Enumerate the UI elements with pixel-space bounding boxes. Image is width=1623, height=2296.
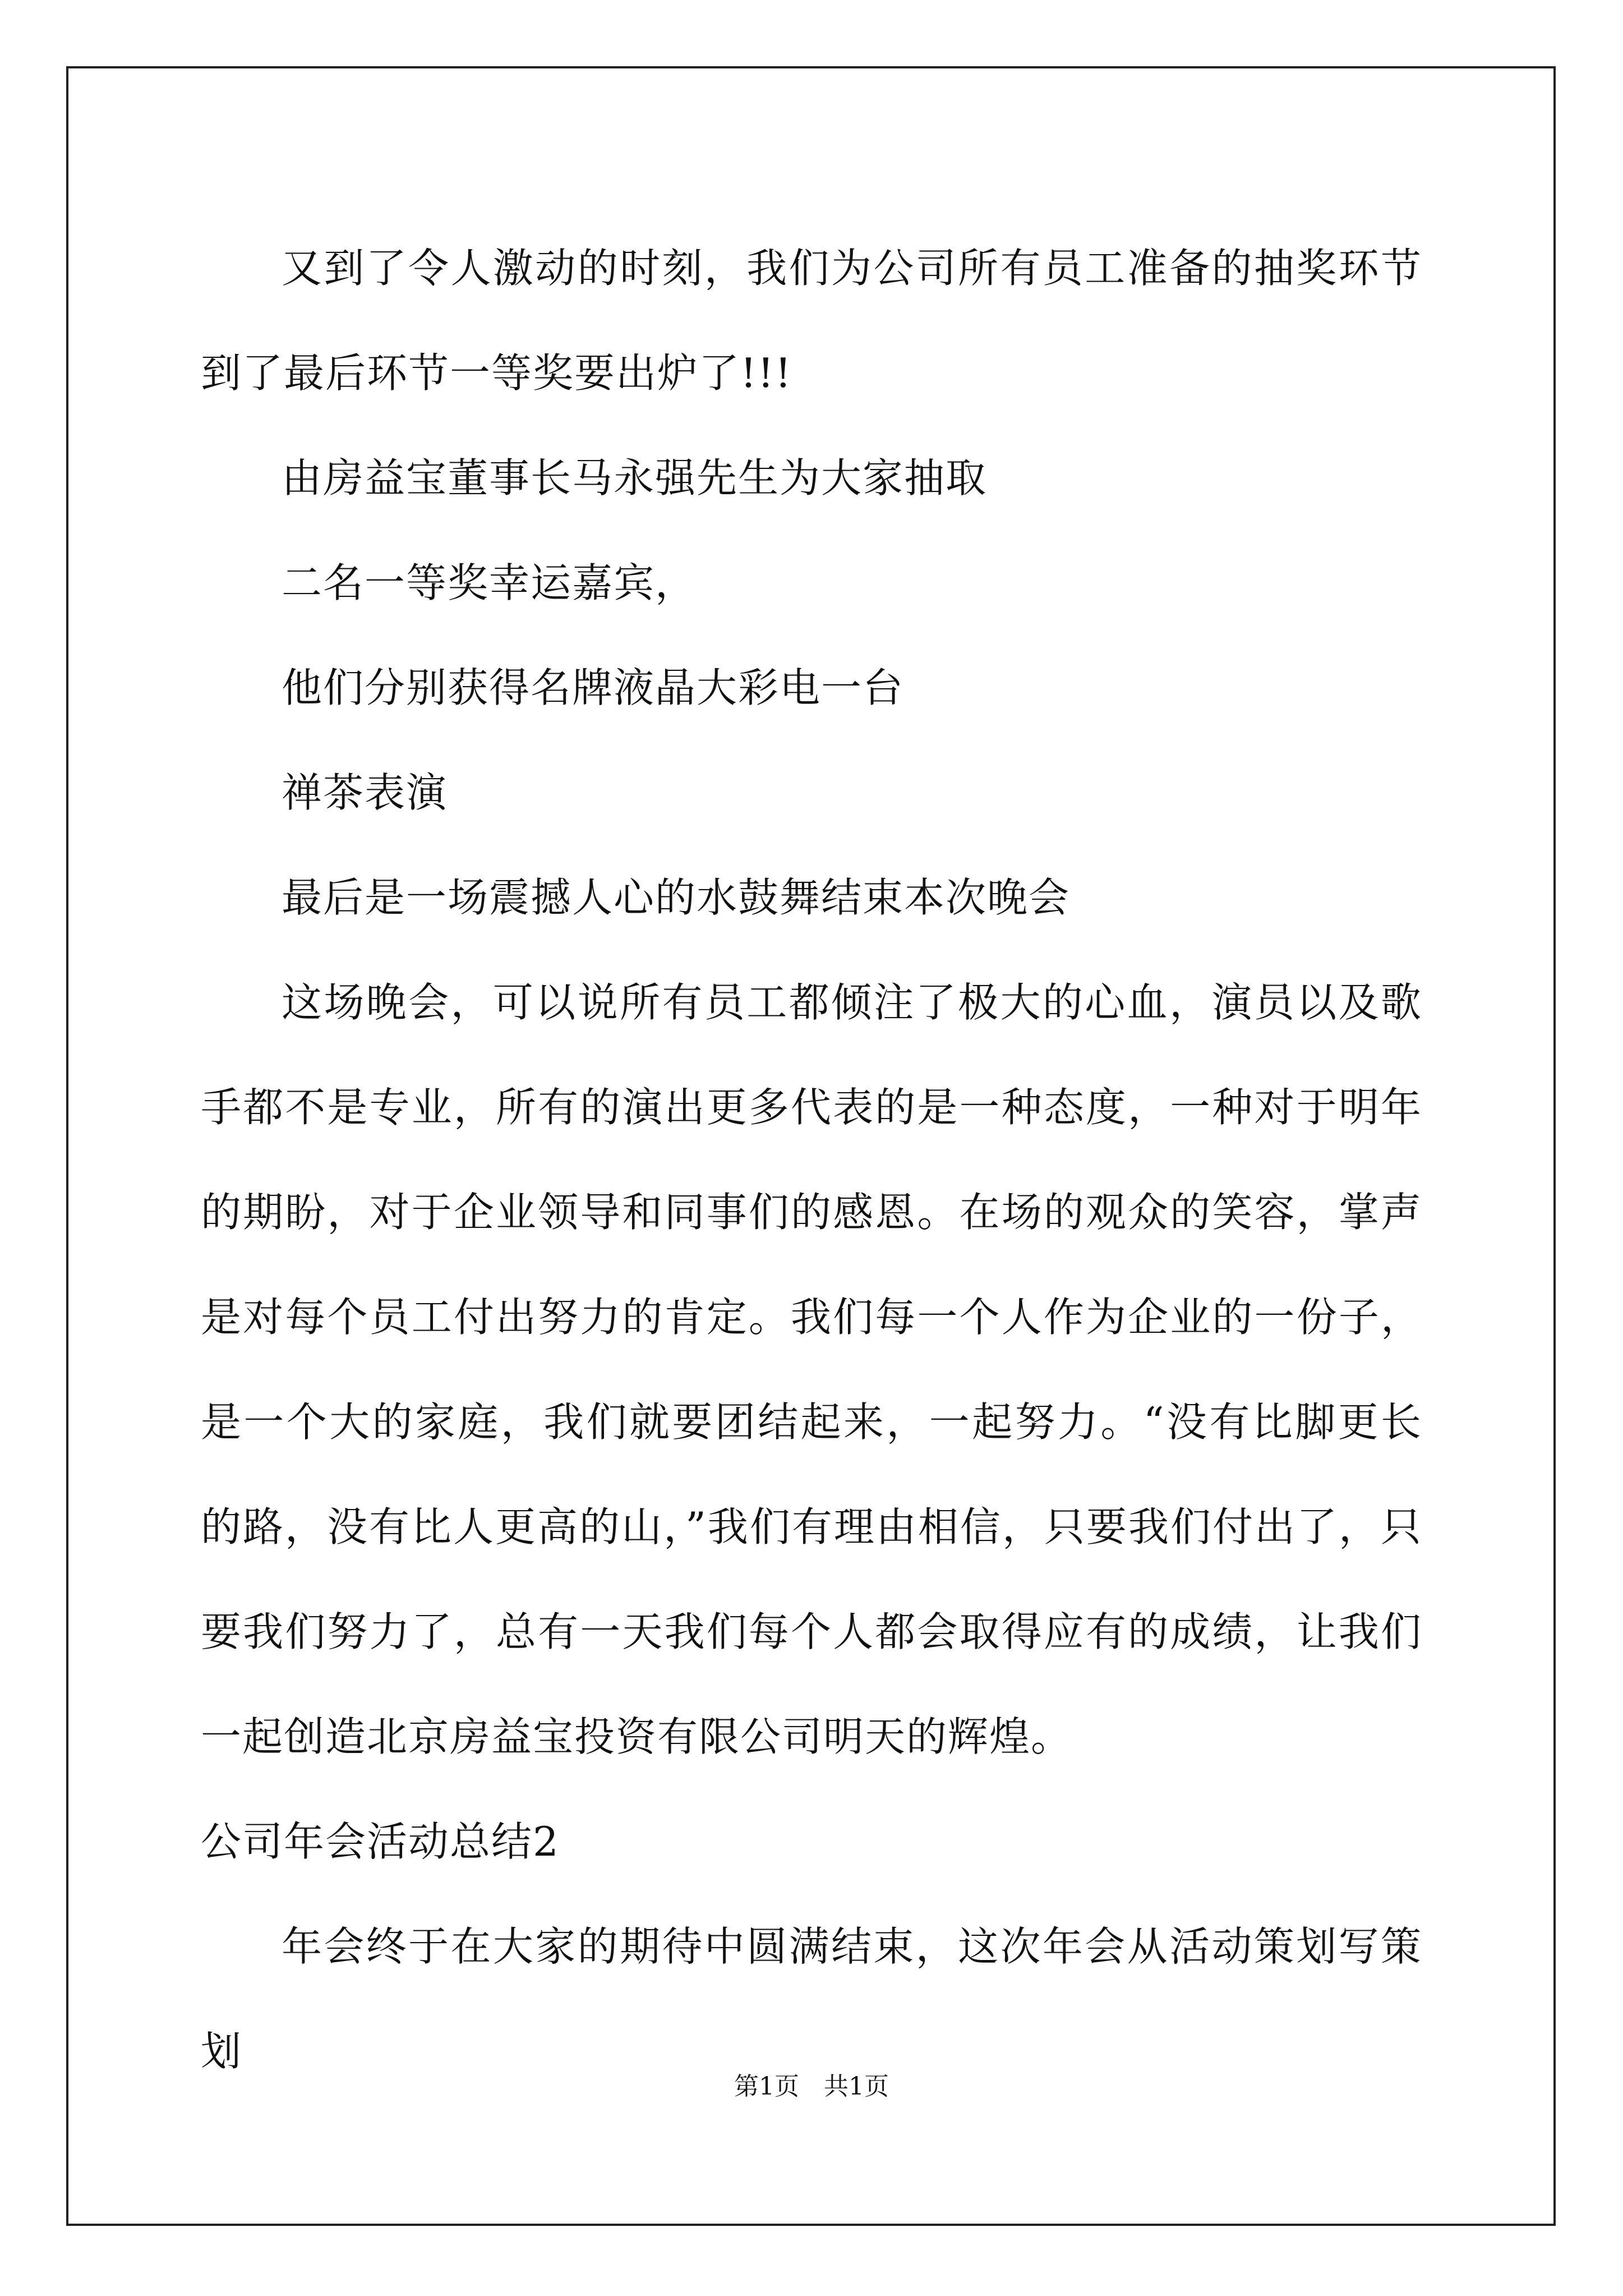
section-heading: 公司年会活动总结2 <box>201 1818 560 1865</box>
paragraph-winners: 二名一等奖幸运嘉宾， <box>282 559 697 606</box>
paragraph-summary: 这场晚会，可以说所有员工都倾注了极大的心血，演员以及歌手都不是专业，所有的演出更多代表的是一种态度，一种对于明年的期盼，对于企业领导和同事们的感恩。在场的观众的笑容，掌声是对每个员工付出努力的肯定。我们每一个人作为企业的一份子，是一个大的家庭，我们就要团结起来，一起努力。“没有比脚更长的路，没有比人更高的山，”我们有理由相信，只要我们付出了，只要我们努力了，总有一天我们每个人都会取得应有的成绩，让我们一起创造北京房益宝投资有限公司明天的辉煌。 <box>201 979 1422 1760</box>
paragraph-tea-performance: 禅茶表演 <box>282 769 448 816</box>
page-footer: 第1页 共1页 <box>734 2072 889 2101</box>
paragraph-section2-intro: 年会终于在大家的期待中圆满结束，这次年会从活动策划写策划 <box>201 1923 1422 2075</box>
paragraph-finale: 最后是一场震撼人心的水鼓舞结束本次晚会 <box>282 874 1071 921</box>
paragraph-chairman-draw: 由房益宝董事长马永强先生为大家抽取 <box>282 454 988 501</box>
document-body <box>201 216 1422 2104</box>
paragraph-lottery: 又到了令人激动的时刻，我们为公司所有员工准备的抽奖环节到了最后环节一等奖要出炉了!!! <box>201 245 1422 397</box>
paragraph-prize: 他们分别获得名牌液晶大彩电一台 <box>282 664 905 711</box>
